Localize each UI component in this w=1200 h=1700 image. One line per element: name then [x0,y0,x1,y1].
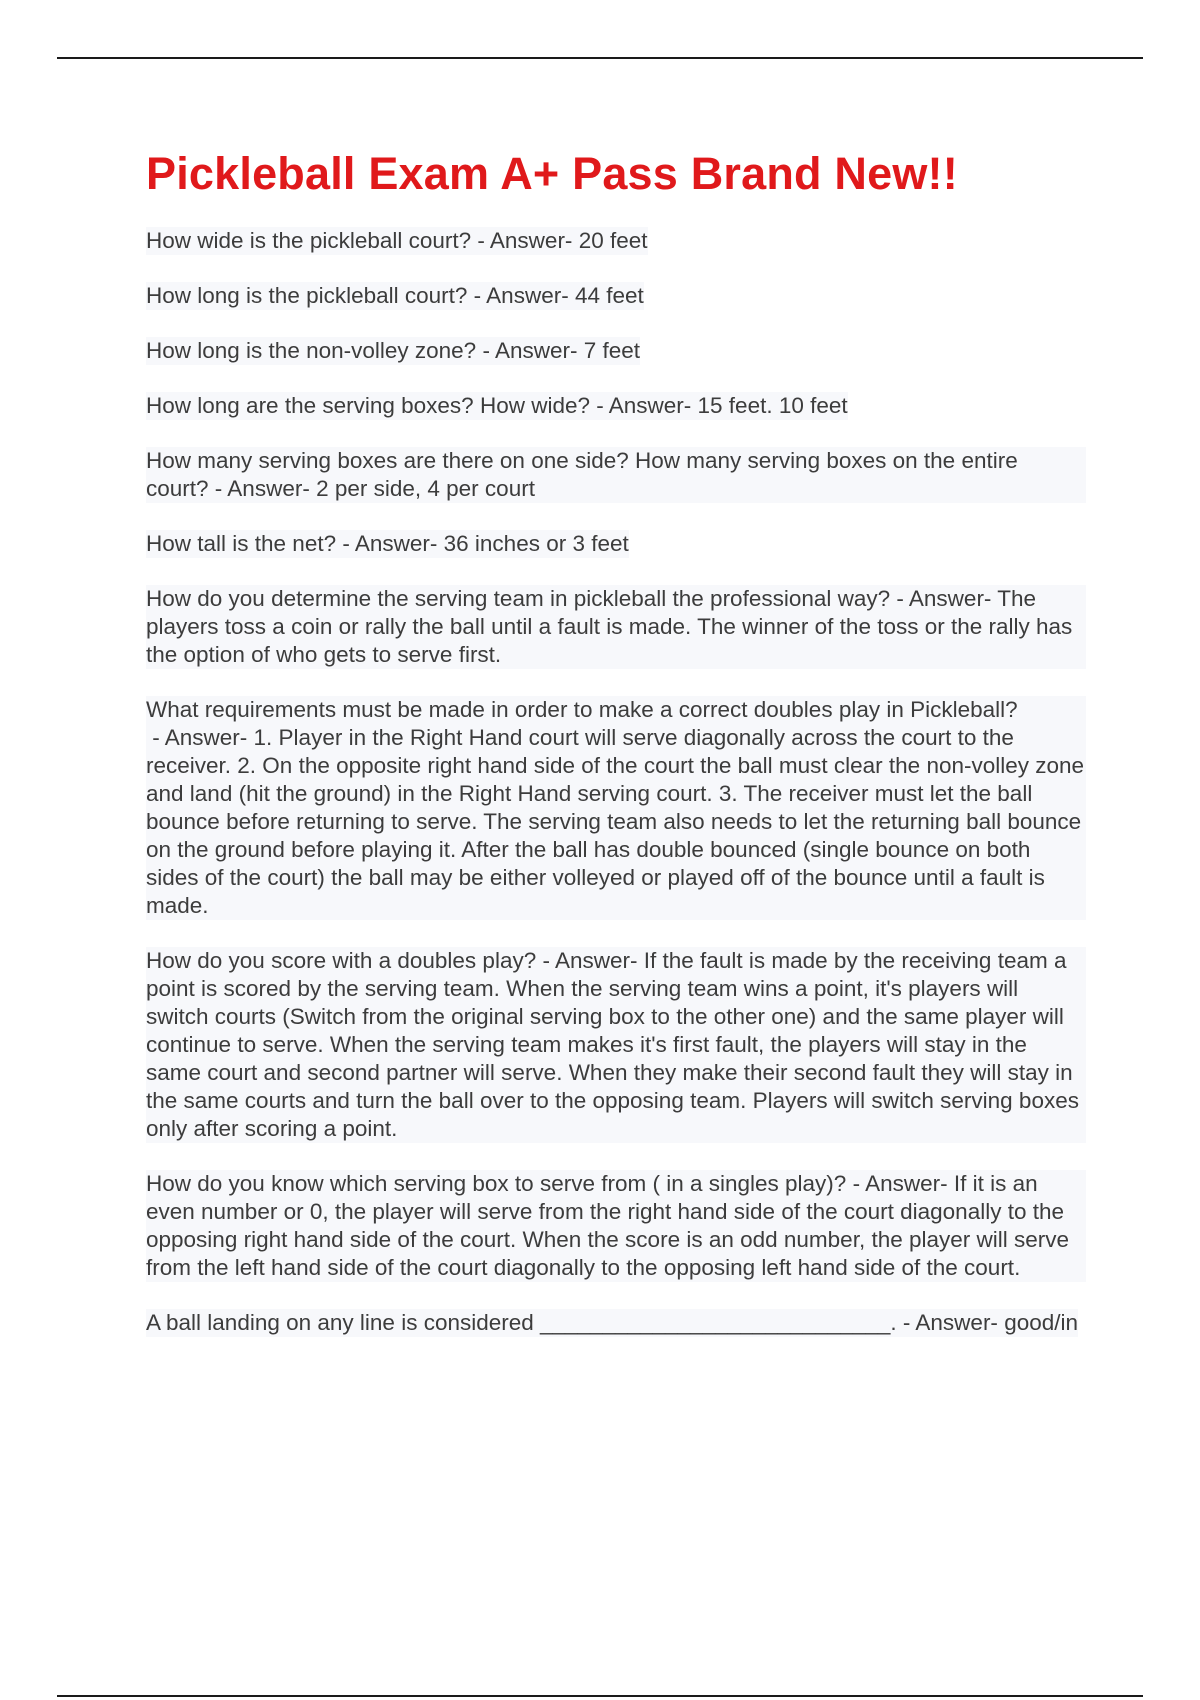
answer-text: If the fault is made by the receiving team a point is scored by the serving team. When the serving team wins a point, it's players will switch courts (Switch from the original serving box to the other one) and the same player will continue to serve. When the serving team makes it's first fault, the players will stay in the same court and second partner will serve. When they make their second fault they will stay in the same courts and turn the ball over to the opposing team. Players will switch serving boxes only after scoring a point. [146,948,1079,1141]
qa-item [146,696,1086,920]
qa-item [146,530,629,558]
qa-list [146,227,1086,1337]
question-text: How do you know which serving box to serve from ( in a singles play)? [146,1171,847,1196]
answer-text: The players toss a coin or rally the ball until a fault is made. The winner of the toss or the rally has the option of who gets to serve first. [146,586,1073,667]
answer-text: 1. Player in the Right Hand court will serve diagonally across the court to the receiver. 2. On the opposite right hand side of the court the ball must clear the non-volley zone and land (hit the ground) in the Right Hand serving court. 3. The receiver must let the ball bounce before returning to serve. The serving team also needs to let the returning ball bounce on the ground before playing it. After the ball has double bounced (single bounce on both sides of the court) the ball may be either volleyed or played off of the bounce until a fault is made. [146,725,1085,918]
page-title: Pickleball Exam A+ Pass Brand New!! [146,148,958,199]
qa-item [146,392,848,420]
question-text: A ball landing on any line is considered ____________________________. [146,1310,897,1335]
question-text: How long are the serving boxes? How wide? [146,393,590,418]
top-rule [57,57,1143,59]
qa-item [146,447,1086,503]
answer-text: If it is an even number or 0, the player will serve from the right hand side of the court diagonally to the opposing right hand side of the court. When the score is an odd number, the player will serve from the left hand side of the court diagonally to the opposing left hand side of the court. [146,1171,1070,1280]
answer-separator: - Answer- [896,1310,1005,1335]
question-text: How tall is the net? [146,531,337,556]
answer-separator: - Answer- [846,1171,954,1196]
question-text: How long is the pickleball court? [146,283,468,308]
answer-text: 20 feet [578,228,648,253]
answer-separator: - Answer- [590,393,698,418]
bottom-rule [57,1695,1143,1697]
answer-text: 36 inches or 3 feet [443,531,629,556]
answer-separator: - Answer- [890,586,998,611]
question-text: How wide is the pickleball court? [146,228,472,253]
qa-item [146,227,648,255]
answer-separator: - Answer- [536,948,644,973]
answer-text: 15 feet. 10 feet [697,393,848,418]
answer-text: 7 feet [583,338,641,363]
answer-separator: - Answer- [146,725,254,750]
question-text: How many serving boxes are there on one side? How many serving boxes on the entire court? [146,448,1018,501]
qa-item [146,947,1086,1143]
answer-separator: - Answer- [208,476,317,501]
answer-text: 44 feet [574,283,644,308]
answer-separator: - Answer- [471,228,579,253]
answer-separator: - Answer- [467,283,575,308]
question-text: What requirements must be made in order to make a correct doubles play in Pickleball? [146,697,1018,722]
qa-item [146,585,1086,669]
qa-item [146,1170,1086,1282]
answer-separator: - Answer- [336,531,444,556]
answer-text: good/in [1004,1310,1079,1335]
answer-separator: - Answer- [476,338,584,363]
document-body [146,148,1086,1364]
qa-item [146,1309,1078,1337]
question-text: How do you determine the serving team in pickleball the professional way? [146,586,891,611]
question-text: How long is the non-volley zone? [146,338,477,363]
qa-item [146,337,640,365]
answer-text: 2 per side, 4 per court [316,476,535,501]
question-text: How do you score with a doubles play? [146,948,537,973]
qa-item [146,282,644,310]
